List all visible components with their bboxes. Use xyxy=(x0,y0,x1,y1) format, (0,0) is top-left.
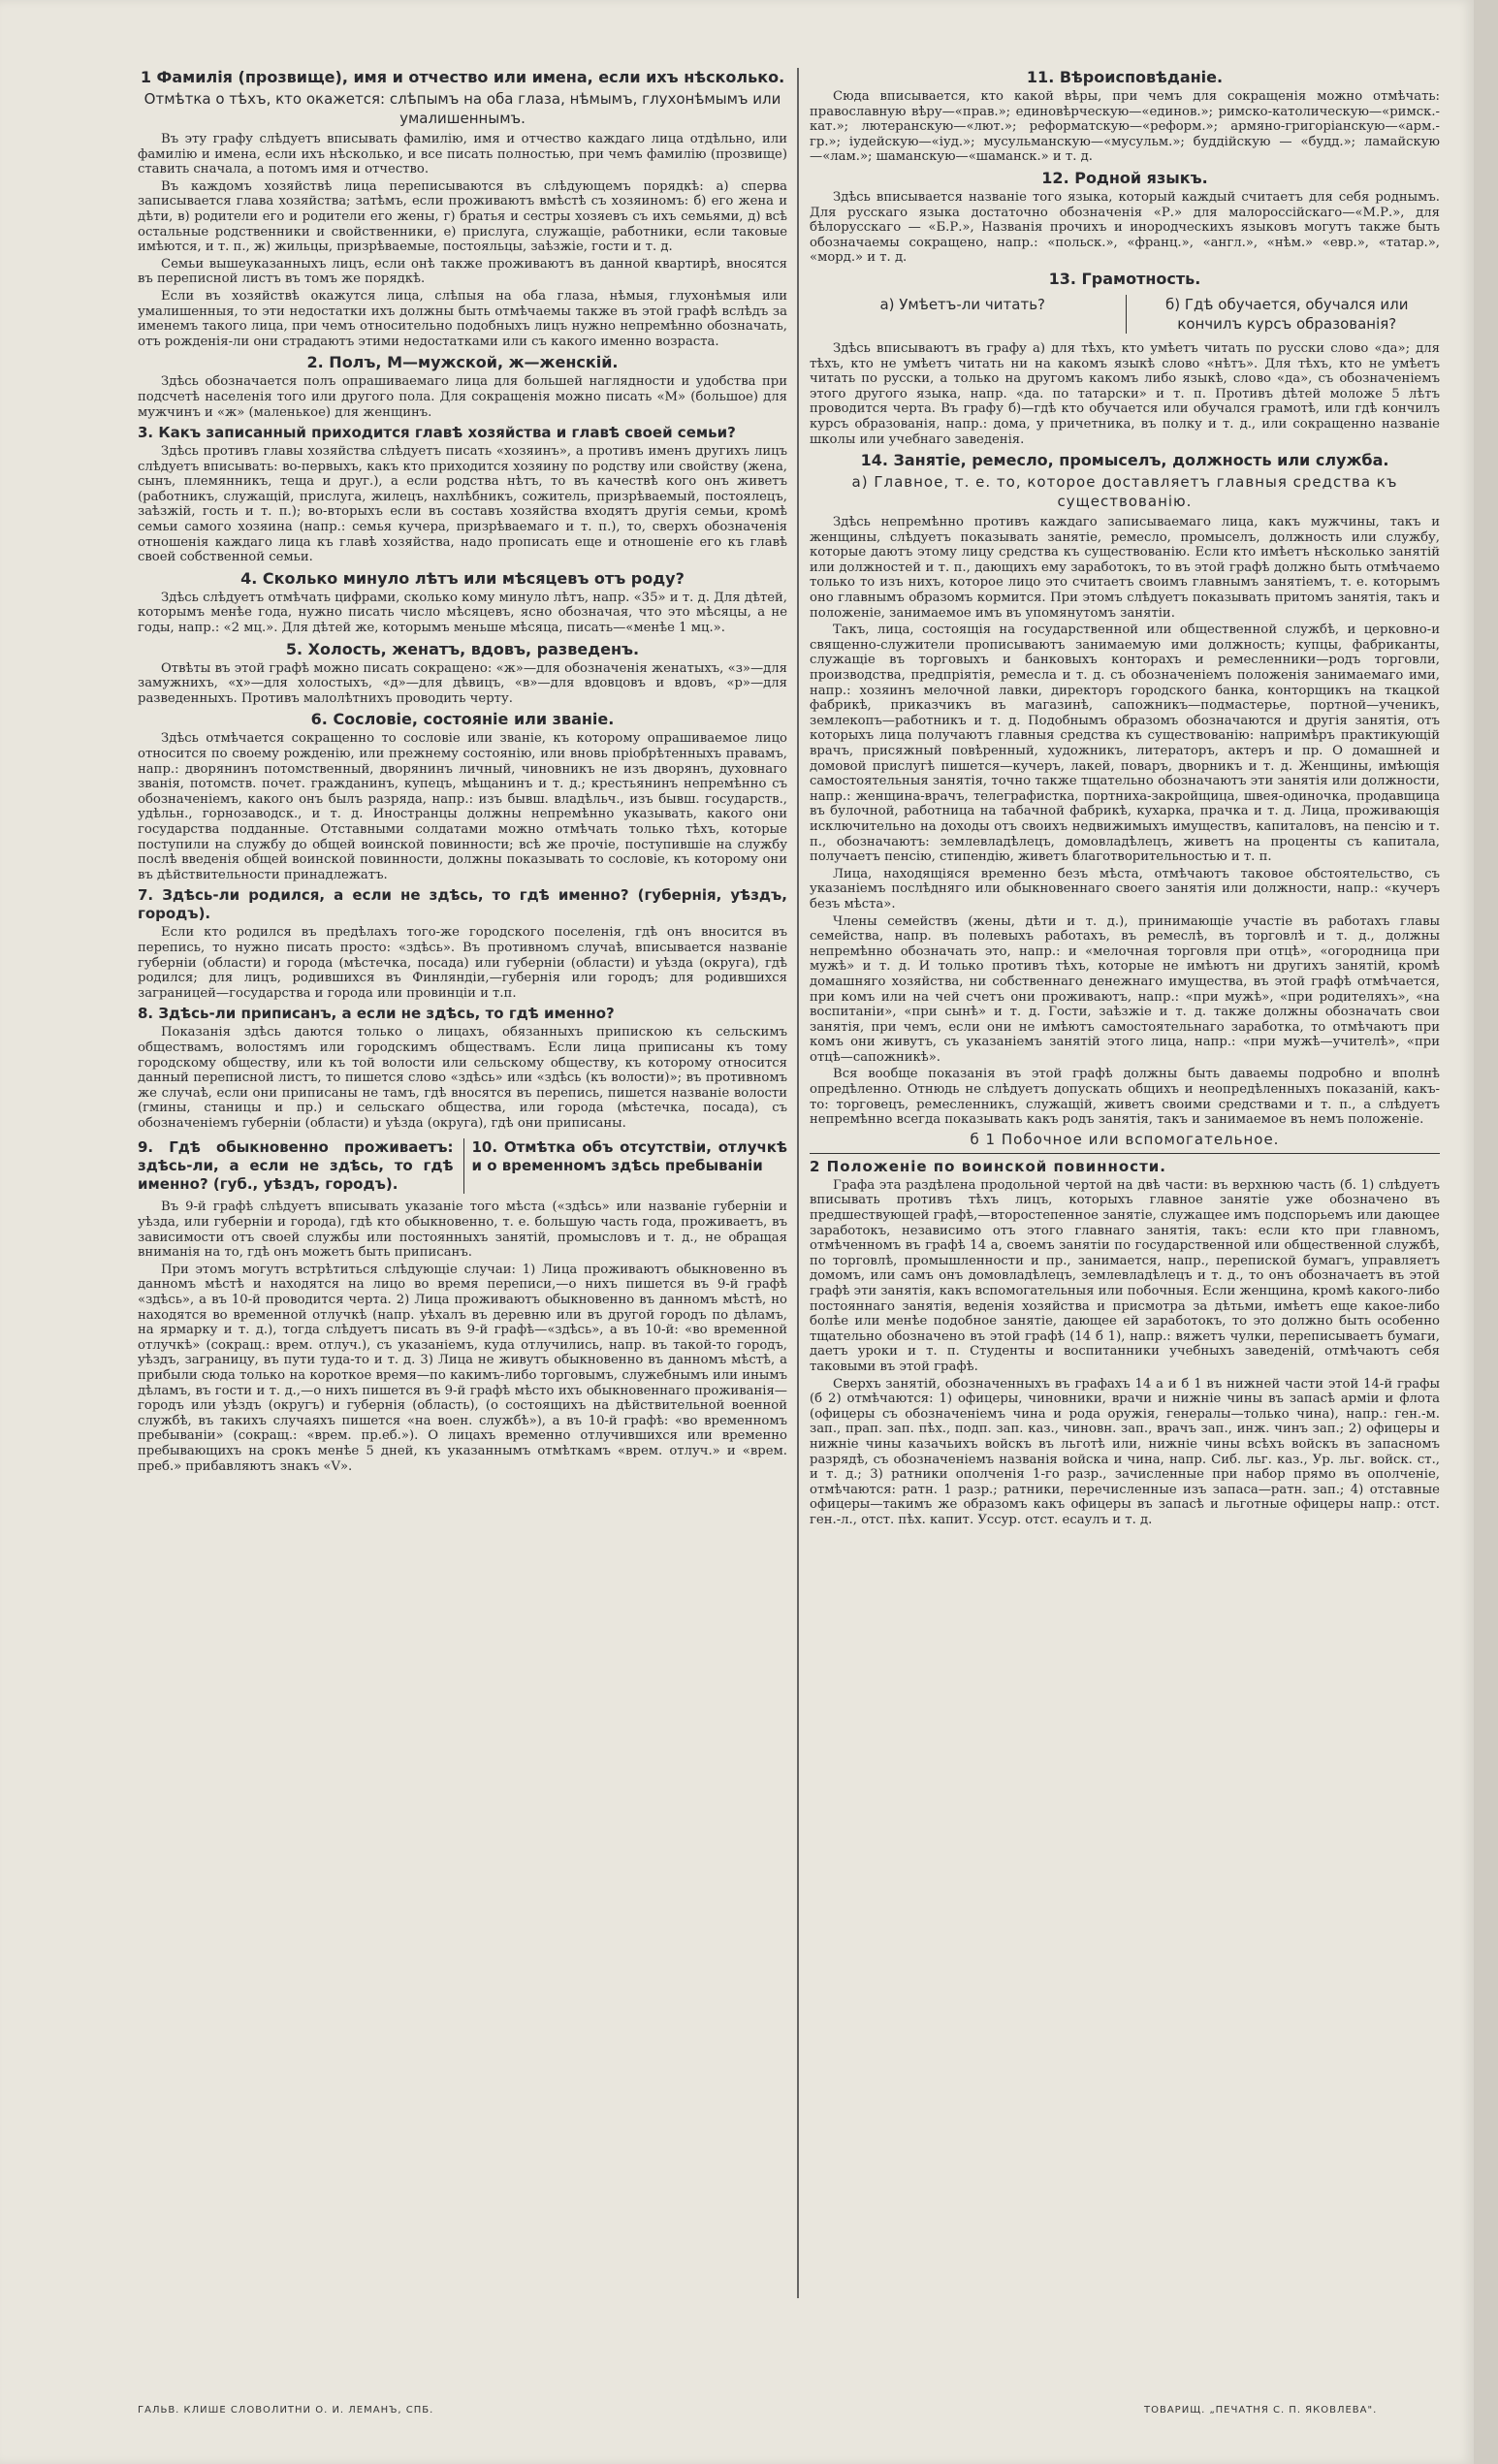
section-13-title: 13. Грамотность. xyxy=(1048,269,1201,288)
section-12-title: 12. Родной языкъ. xyxy=(1041,168,1208,187)
section-7-title: 7. Здѣсь-ли родился, а если не здѣсь, то гдѣ именно? (губернія, уѣздъ, городъ). xyxy=(138,886,787,923)
section-9-title: 9. Гдѣ обыкновенно проживаетъ: здѣсь-ли, а если не здѣсь, то гдѣ именно? (губ., уѣздъ, городъ). xyxy=(138,1138,454,1194)
section-13-para-1: Здѣсь вписываютъ въ графу а) для тѣхъ, кто умѣетъ читать по русски слово «да»; для тѣхъ, кто не умѣетъ читать ни на какомъ языкѣ слово «нѣтъ». Для тѣхъ, кто не умѣетъ читать по русски, а только на другомъ какомъ либо языкѣ, слово «да», съ обозначеніемъ этого другого языка, напр. «да. по татарски» и т. п. Противъ дѣтей моложе 5 лѣтъ проводится черта. Въ графу б)—гдѣ кто обучается или обучался грамотѣ, или гдѣ кончилъ курсъ образованія, напр.: дома, у причетника, въ полку и т. д., или сокращенно названіе школы или учебнаго заведенія. xyxy=(810,340,1440,447)
column-divider xyxy=(797,68,799,2298)
section-14-para-3: Лица, находящіяся временно безъ мѣста, отмѣчаютъ таковое обстоятельство, съ указаніемъ послѣдняго или обыкновеннаго своего занятія или должности, напр.: «кучеръ безъ мѣста». xyxy=(810,866,1440,912)
section-14-rule xyxy=(810,1153,1440,1154)
section-3-para-1: Здѣсь противъ главы хозяйства слѣдуетъ писать «хозяинъ», а противъ именъ другихъ лицъ слѣдуетъ вписывать: во-первыхъ, какъ кто приходится хозяину по родству или свойству (жена, сынъ, племянникъ, теща и друг.), а если родства нѣтъ, то въ качествѣ кого онъ живетъ (работникъ, служащій, прислуга, жилецъ, нахлѣбникъ, сожитель, призрѣваемый, постоялецъ, заѣзжій, гость и т. п.); во-вторыхъ если въ составъ хозяйства входятъ другія семьи, кромѣ семьи самого хозяина (напр.: семья кучера, призрѣваемаго и т. п.), то, сверхъ обозначенія отношенія каждаго лица къ главѣ хозяйства, надо прописать еще и отношеніе его къ главѣ своей собственной семьи. xyxy=(138,444,787,565)
section-14b1-title: б 1 Побочное или вспомогательное. xyxy=(970,1130,1280,1148)
section-9-para-1: Въ 9-й графѣ слѣдуетъ вписывать указаніе того мѣста («здѣсь» или названіе губерніи и уѣзда, или губерніи и города), гдѣ кто обыкновенно, т. е. большую часть года, проживаетъ, въ зависимости отъ своей службы или постоянныхъ занятій, промысловъ и т. д., не обращая вниманія на то, гдѣ онъ можетъ быть приписанъ. xyxy=(138,1200,787,1261)
section-1-para-2: Въ каждомъ хозяйствѣ лица переписываются въ слѣдующемъ порядкѣ: а) сперва записывается глава хозяйства; затѣмъ, если проживаютъ вмѣстѣ съ хозяиномъ: б) его жена и дѣти, в) родители его и родители его жены, г) братья и сестры хозяевъ съ ихъ семьями, д) всѣ остальные родственники и свойственники, е) прислуга, служащіе, работники, если таковые имѣются, и т. п., ж) жильцы, призрѣваемые, постояльцы, заѣзжіе, гости и т. д. xyxy=(138,178,787,255)
section-14b2-title: 2 Положеніе по воинской повинности. xyxy=(810,1157,1166,1175)
section-10-title: 10. Отмѣтка объ отсутствіи, отлучкѣ и о временномъ здѣсь пребываніи xyxy=(463,1138,788,1194)
section-7-para-1: Если кто родился въ предѣлахъ того-же городского поселенія, гдѣ онъ вносится въ перепись, то нужно писать просто: «здѣсь». Въ противномъ случаѣ, вписывается названіе губерніи (области) и города (мѣстечка, посада) или губерніи (области) и уѣзда (округа), гдѣ родился; для лицъ, родившихся въ Финляндіи,—губернія или городъ; для родившихся заграницей—государства и города или провинціи и т.п. xyxy=(138,925,787,1001)
printer-credit-left: ГАЛЬВ. КЛИШЕ СЛОВОЛИТНИ О. И. ЛЕМАНЪ, СПБ. xyxy=(138,2405,434,2416)
section-2-para-1: Здѣсь обозначается полъ опрашиваемаго лица для большей наглядности и удобства при подсчетѣ населенія того или другого пола. Для сокращенія можно писать «М» (большое) для мужчинъ и «ж» (маленькое) для женщинъ. xyxy=(138,374,787,420)
section-4-title: 4. Сколько минуло лѣтъ или мѣсяцевъ отъ роду? xyxy=(240,568,685,588)
section-1-para-3: Семьи вышеуказанныхъ лицъ, если онѣ также проживаютъ въ данной квартирѣ, вносятся въ переписной листъ въ томъ же порядкѣ. xyxy=(138,256,787,287)
section-3-title: 3. Какъ записанный приходится главѣ хозяйства и главѣ своей семьи? xyxy=(138,424,736,442)
section-14-title: 14. Занятіе, ремесло, промыселъ, должность или служба. xyxy=(860,451,1389,470)
section-9-para-2: При этомъ могутъ встрѣтиться слѣдующіе случаи: 1) Лица проживаютъ обыкновенно въ данномъ мѣстѣ и находятся на лицо во время переписи,—о нихъ пишется въ 9-й графѣ «здѣсь», а въ 10-й проводится черта. 2) Лица проживаютъ обыкновенно въ данномъ мѣстѣ, но находятся во временной отлучкѣ (напр. уѣхалъ въ деревню или въ другой городъ по дѣламъ, на ярмарку и т. д.), тогда слѣдуетъ писать въ 9-й графѣ—«здѣсь», а въ 10-й: «во временной отлучкѣ» (сокращ.: врем. отлуч.), съ указаніемъ, куда отлучились, напр. въ такой-то городъ, уѣздъ, заграницу, въ пути туда-то и т. д. 3) Лица не живутъ обыкновенно въ данномъ мѣстѣ, а прибыли сюда только на короткое время—по какимъ-либо торговымъ, служебнымъ или инымъ дѣламъ, въ гости и т. д.,—о нихъ пишется въ 9-й графѣ мѣсто ихъ обыкновеннаго проживанія—городъ или уѣздъ (округъ) и губернія (область), (о состоящихъ на дѣйствительной военной службѣ, въ такихъ случаяхъ пишется «на воен. службѣ»), а въ 10-й графѣ: «во временномъ пребываніи» (сокращ.: «врем. пр.еб.»). О лицахъ временно отлучившихся или временно пребывающихъ на срокъ менѣе 5 дней, къ указаннымъ отмѣткамъ «врем. отлуч.» и «врем. преб.» прибавляютъ знакъ «V». xyxy=(138,1262,787,1474)
section-1-subtitle: Отмѣтка о тѣхъ, кто окажется: слѣпымъ на оба глаза, нѣмымъ, глухонѣмымъ или умалишеннымъ. xyxy=(143,90,781,127)
page-edge xyxy=(1474,0,1498,2464)
section-2-title: 2. Полъ, М—мужской, ж—женскій. xyxy=(306,353,619,372)
section-14a-title: а) Главное, т. е. то, которое доставляетъ главныя средства къ существованію. xyxy=(851,473,1398,511)
section-14-para-7: Сверхъ занятій, обозначенныхъ въ графахъ 14 а и б 1 въ нижней части этой 14-й графы (б 2) отмѣчаются: 1) офицеры, чиновники, врачи и нижніе чины въ запасѣ арміи и флота (офицеры съ обозначеніемъ чина и рода оружія, генералы—только чина), напр.: ген.-м. зап., прап. зап. пѣх., подп. зап. каз., чиновн. зап., врачъ зап., инж. чинъ зап.; 2) офицеры и нижніе чины казачьихъ войскъ въ льготѣ или, нижніе чины всѣхъ войскъ въ запасномъ разрядѣ, съ обозначеніемъ названія войска и чина, напр. Сиб. льг. каз., Ур. льг. войск. ст., и т. д.; 3) ратники ополченія 1-го разр., зачисленные при набор прямо въ ополченіе, отмѣчаются: ратн. 1 разр.; ратники, перечисленные изъ запаса—ратн. зап.; 4) отставные офицеры—такимъ же образомъ какъ офицеры въ запасѣ и льготные офицеры напр.: отст. ген.-л., отст. пѣх. капит. Уссур. отст. есаулъ и т. д. xyxy=(810,1376,1440,1527)
printer-credit-right: ТОВАРИЩ. „ПЕЧАТНЯ С. П. ЯКОВЛЕВА". xyxy=(1144,2405,1378,2416)
section-4-para-1: Здѣсь слѣдуетъ отмѣчать цифрами, сколько кому минуло лѣтъ, напр. «35» и т. д. Для дѣтей, которымъ менѣе года, нужно писать число мѣсяцевъ, ясно обозначая, что это мѣсяцы, а не годы, напр.: «2 мц.». Для дѣтей же, которымъ меньше мѣсяца, писать—«менѣе 1 мц.». xyxy=(138,590,787,636)
section-14-para-2: Такъ, лица, состоящія на государственной или общественной службѣ, и церковно-и священно-служители прописываютъ занимаемую ими должность; купцы, фабриканты, служащіе въ торговыхъ и банковыхъ конторахъ и ремесленники—родъ торговли, производства, предпріятія, ремесла и т. д. съ обозначеніемъ положенія занимаемаго ими, напр.: хозяинъ мелочной лавки, директоръ городского банка, конторщикъ на ткацкой фабрикѣ, приказчикъ въ магазинѣ, сапожникъ—подмастерье, портной—ученикъ, землекопъ—работникъ и т. д. Подобнымъ образомъ обозначаются и другія занятія, отъ которыхъ лица получаютъ главныя средства къ существованію: напримѣръ практикующій врачъ, присяжный повѣренный, художникъ, литераторъ, актеръ и пр. О домашней и домовой прислугѣ пишется—кучеръ, лакей, поваръ, дворникъ и т. д. Женщины, имѣющія самостоятельныя занятія, точно также тщательно обозначаютъ эти занятія или должности, напр.: женщина-врачъ, телеграфистка, портниха-закройщица, швея-одиночка, продавщица въ булочной, работница на табачной фабрикѣ, кухарка, прачка и т. д. Лица, проживающія исключительно на доходы отъ своихъ недвижимыхъ имуществъ, капиталовъ, на пенсію и т. п., обозначаютъ: землевладѣлецъ, домовладѣлецъ, живетъ на проценты съ капитала, получаетъ пенсію, стипендію, живетъ благотворительностью и т. п. xyxy=(810,623,1440,865)
section-14-para-4: Члены семействъ (жены, дѣти и т. д.), принимающіе участіе въ работахъ главы семейства, напр. въ полевыхъ работахъ, въ ремеслѣ, въ торговлѣ и т. д., должны непремѣнно обозначать это, напр.: и «мелочная торговля при отцѣ», «огородница при мужѣ» и т. д. И только противъ тѣхъ, которые не имѣютъ ни другихъ занятій, кромѣ домашняго хозяйства, ни собственнаго денежнаго имущества, въ этой графѣ отмѣчается, при комъ или на чей счетъ они проживаютъ, напр.: «при мужѣ», «при родителяхъ», «на воспитаніи», «при сынѣ» и т. д. Гости, заѣзжіе и т. д. также должны обозначать свои занятія, при чемъ, если они не имѣютъ самостоятельнаго заработка, то отмѣчаютъ при комъ они живутъ, съ указаніемъ занятій этого лица, напр.: «при мужѣ—учителѣ», «при отцѣ—сапожникѣ». xyxy=(810,913,1440,1065)
section-1-para-4: Если въ хозяйствѣ окажутся лица, слѣпыя на оба глаза, нѣмыя, глухонѣмыя или умалишенныя, то эти недостатки ихъ должны быть отмѣчаемы также въ этой графѣ вслѣдъ за именемъ такого лица, при чемъ относительно подобныхъ лицъ нужно непремѣнно обозначать, отъ рожденія-ли они страдаютъ этими недостатками или съ какого именно возраста. xyxy=(138,288,787,349)
section-13b-title: б) Гдѣ обучается, обучался или кончилъ курсъ образованія? xyxy=(1126,295,1441,334)
section-11-title: 11. Вѣроисповѣданіе. xyxy=(1026,68,1224,86)
section-14-para-1: Здѣсь непремѣнно противъ каждаго записываемаго лица, какъ мужчины, такъ и женщины, слѣдуетъ показывать занятіе, ремесло, промыселъ, должность или службу, которые даютъ этому лицу средства къ существованію. Если кто имѣетъ нѣсколько занятій или должностей и т. п., дающихъ ему заработокъ, то въ этой графѣ должно быть отмѣчаемо только то изъ нихъ, которое лицо это считаетъ своимъ главнымъ занятіемъ, т. е. которымъ оно главнымъ образомъ кормится. При этомъ слѣдуетъ показывать притомъ занятія, такъ и положеніе, занимаемое имъ въ упомянутомъ занятіи. xyxy=(810,515,1440,621)
section-1-para-1: Въ эту графу слѣдуетъ вписывать фамилію, имя и отчество каждаго лица отдѣльно, или фамилію и имена, если ихъ нѣсколько, и все писать полностью, при чемъ фамилію (прозвище) ставить сначала, а потомъ имя и отчество. xyxy=(138,132,787,177)
section-13a-title: а) Умѣетъ-ли читать? xyxy=(879,295,1045,313)
left-column xyxy=(138,64,787,1476)
section-9-10-header xyxy=(138,1135,787,1196)
section-8-para-1: Показанія здѣсь даются только о лицахъ, обязанныхъ припискою къ сельскимъ обществамъ, волостямъ или городскимъ обществамъ. Если лица приписаны къ тому городскому обществу, или къ той волости или сельскому обществу, къ которому относится данный переписной листъ, то пишется слово «здѣсь» или «здѣсь (къ волости)»; въ противномъ же случаѣ, если они приписаны не тамъ, гдѣ вносятся въ перепись, пишется названіе волости (гмины, станицы и пр.) и сельскаго общества, или города (мѣстечка, посада), съ обозначеніемъ губерніи (области) и уѣзда (округа), гдѣ они приписаны. xyxy=(138,1025,787,1131)
section-14-para-5: Вся вообще показанія въ этой графѣ должны быть даваемы подробно и вполнѣ опредѣленно. Отнюдь не слѣдуетъ допускать общихъ и неопредѣленныхъ показаній, какъ-то: торговецъ, ремесленникъ, служащій, живетъ своими средствами и т. п., а слѣдуетъ непремѣнно всегда показывать какъ родъ занятія, такъ и занимаемое въ немъ положеніе. xyxy=(810,1067,1440,1128)
section-6-title: 6. Сословіе, состояніе или званіе. xyxy=(310,710,615,729)
section-6-para-1: Здѣсь отмѣчается сокращенно то сословіе или званіе, къ которому опрашиваемое лицо относится по своему рожденію, или прежнему состоянію, или вновь пріобрѣтенныхъ правамъ, напр.: дворянинъ потомственный, дворянинъ личный, чиновникъ не изъ дворянъ, духовнаго званія, потомств. почет. гражданинъ, купецъ, мѣщанинъ и т. д.; крестьянинъ непремѣнно съ обозначеніемъ, какого онъ былъ разряда, напр.: изъ бывш. владѣльч., изъ бывш. государств., удѣльн., горнозаводск., и т. д. Иностранцы должны непремѣнно указывать, какого они государства подданные. Отставными солдатами можно отмѣчать только тѣхъ, которые поступили на службу до общей воинской повинности; всѣ же прочіе, поступившіе на службу послѣ введенія общей воинской повинности, должны показывать то сословіе, къ которому они въ дѣйствительности принадлежатъ. xyxy=(138,731,787,882)
section-12-para-1: Здѣсь вписывается названіе того языка, который каждый считаетъ для себя роднымъ. Для русскаго языка достаточно обозначенія «Р.» для малороссійскаго—«М.Р.», для бѣлорусскаго — «Б.Р.», Названія прочихъ и инородческихъ языковъ могутъ также быть обозначаемы сокращено, напр.: «польск.», «франц.», «англ.», «нѣм.» «евр.», «татар.», «морд.» и т. д. xyxy=(810,189,1440,266)
section-13-subheaders xyxy=(810,293,1440,337)
section-5-para-1: Отвѣты въ этой графѣ можно писать сокращено: «ж»—для обозначенія женатыхъ, «з»—для замужнихъ, «х»—для холостыхъ, «д»—для дѣвицъ, «в»—для вдовцовъ и вдовъ, «р»—для разведенныхъ. Противъ малолѣтнихъ проводить черту. xyxy=(138,660,787,706)
section-14-para-6: Графа эта раздѣлена продольной чертой на двѣ части: въ верхнюю часть (б. 1) слѣдуетъ вписывать противъ тѣхъ лицъ, которыхъ главное занятіе уже обозначено въ предшествующей графѣ,—второстепенное занятіе, служащее имъ подспорьемъ или дающее заработокъ, независимо отъ этого главнаго занятія, такъ: если кто при главномъ, отмѣченномъ въ графѣ 14 а, своемъ занятіи по государственной или общественной службѣ, по торговлѣ, промышленности и пр., занимается, напр., перепиской бумагъ, управляетъ домомъ, или самъ онъ домовладѣлецъ, землевладѣлецъ и т. д., то онъ обозначаетъ въ этой графѣ эти занятія, какъ вспомогательныя или побочныя. Если женщина, кромѣ какого-либо постояннаго занятія, веденія хозяйства и присмотра за дѣтьми, имѣетъ еще какое-либо болѣе или менѣе подобное занятіе, дающее ей заработокъ, то это должно быть особенно тщательно обозначено въ этой графѣ (14 б 1), напр.: вяжетъ чулки, переписываетъ бумаги, даетъ уроки и т. п. Студенты и воспитанники учебныхъ заведеній, отмѣчаютъ себя таковыми въ этой графѣ. xyxy=(810,1177,1440,1374)
right-column xyxy=(810,64,1440,1530)
section-5-title: 5. Холость, женатъ, вдовъ, разведенъ. xyxy=(285,639,640,658)
section-1-title: 1 Фамилія (прозвище), имя и отчество или имена, если ихъ нѣсколько. xyxy=(140,68,785,86)
section-11-para-1: Сюда вписывается, кто какой вѣры, при чемъ для сокращенія можно отмѣчать: православную вѣру—«прав.»; единовѣрческую—«единов.»; римско-католическую—«римск.-кат.»; лютеранскую—«лют.»; реформатскую—«реформ.»; армяно-григоріанскую—«арм.-гр.»; іудейскую—«іуд.»; мусульманскую—«мусульм.»; буддійскую — «будд.»; ламайскую—«лам.»; шаманскую—«шаманск.» и т. д. xyxy=(810,89,1440,165)
section-8-title: 8. Здѣсь-ли приписанъ, а если не здѣсь, то гдѣ именно? xyxy=(138,1005,615,1023)
